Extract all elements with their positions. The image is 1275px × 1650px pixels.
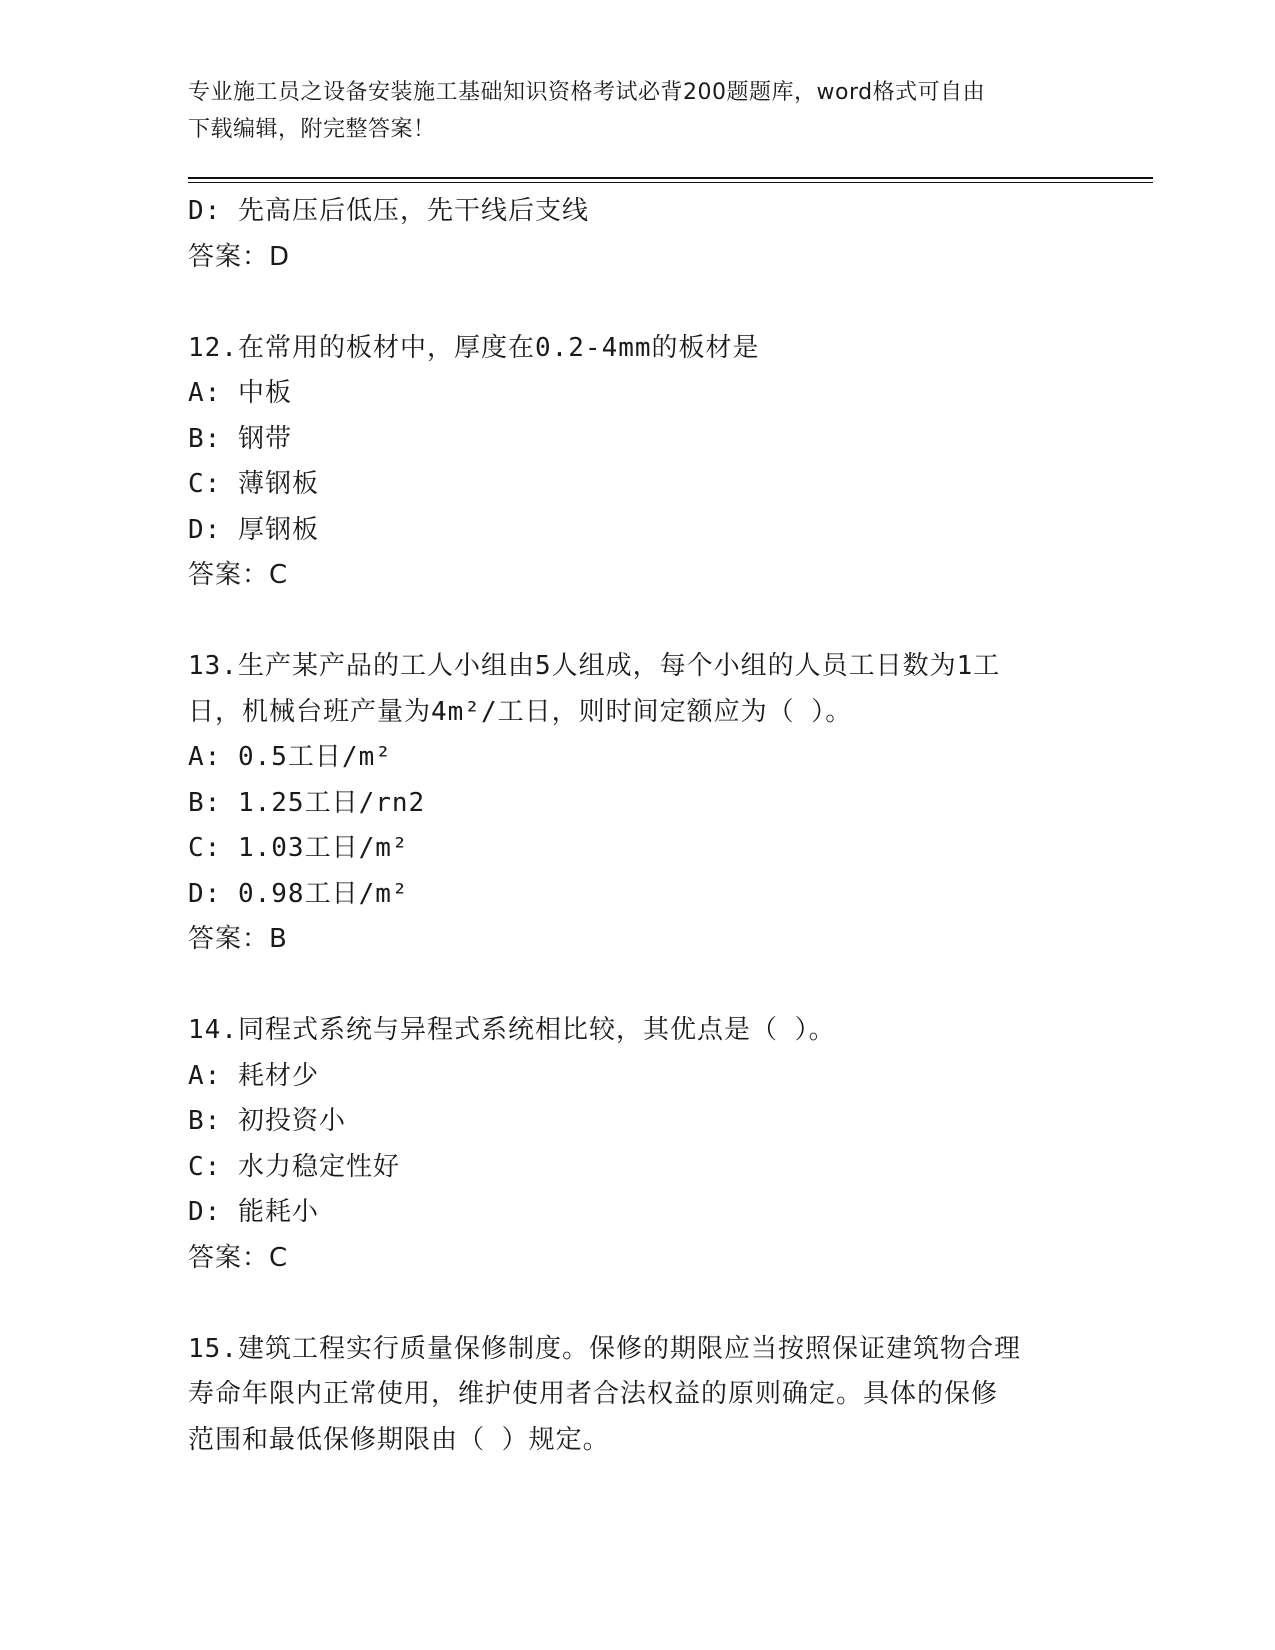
q14-answer: 答案：C — [188, 1242, 289, 1273]
question-14 — [188, 1008, 1088, 1281]
question-15 — [188, 1327, 1088, 1464]
q15-stem-line-3: 范围和最低保修期限由（ ）规定。 — [188, 1424, 610, 1455]
q14-option-d: D: 能耗小 — [188, 1197, 319, 1227]
header-divider-thick — [188, 177, 1153, 179]
q13-option-b: B: 1.25工日/rn2 — [188, 787, 426, 818]
q14-option-b: B: 初投资小 — [188, 1106, 346, 1136]
q13-option-d: D: 0.98工日/m² — [188, 878, 409, 909]
q13-answer: 答案：B — [188, 924, 288, 954]
q11-answer: 答案：D — [188, 241, 291, 272]
question-13 — [188, 644, 1088, 963]
q11-option-d: D: 先高压后低压，先干线后支线 — [188, 196, 589, 226]
q13-stem-line-2: 日，机械台班产量为4m²/工日，则时间定额应为（ ）。 — [188, 696, 853, 727]
q14-stem: 14.同程式系统与异程式系统相比较，其优点是（ ）。 — [188, 1015, 836, 1045]
question-12 — [188, 326, 1088, 599]
header-line-1: 专业施工员之设备安装施工基础知识资格考试必背200题题库，word格式可自由 — [188, 80, 986, 105]
q13-option-c: C: 1.03工日/m² — [188, 833, 409, 863]
q14-option-a: A: 耗材少 — [188, 1060, 319, 1091]
q15-stem-line-1: 15.建筑工程实行质量保修制度。保修的期限应当按照保证建筑物合理 — [188, 1333, 1021, 1364]
document-header — [188, 74, 1078, 148]
question-list — [188, 189, 1088, 1463]
q12-option-d: D: 厚钢板 — [188, 514, 319, 545]
q15-stem-line-2: 寿命年限内正常使用，维护使用者合法权益的原则确定。具体的保修 — [188, 1379, 999, 1409]
q13-option-a: A: 0.5工日/m² — [188, 742, 392, 772]
header-divider-thin — [188, 182, 1153, 183]
q12-option-b: B: 钢带 — [188, 423, 292, 454]
q12-option-a: A: 中板 — [188, 378, 292, 408]
q14-option-c: C: 水力稳定性好 — [188, 1151, 400, 1182]
q12-option-c: C: 薄钢板 — [188, 469, 319, 499]
q12-stem: 12.在常用的板材中，厚度在0.2-4mm的板材是 — [188, 332, 760, 363]
q12-answer: 答案：C — [188, 560, 289, 590]
header-line-2: 下载编辑，附完整答案！ — [188, 117, 436, 142]
question-11-tail — [188, 189, 1088, 280]
q13-stem-line-1: 13.生产某产品的工人小组由5人组成，每个小组的人员工日数为1工 — [188, 651, 1001, 681]
